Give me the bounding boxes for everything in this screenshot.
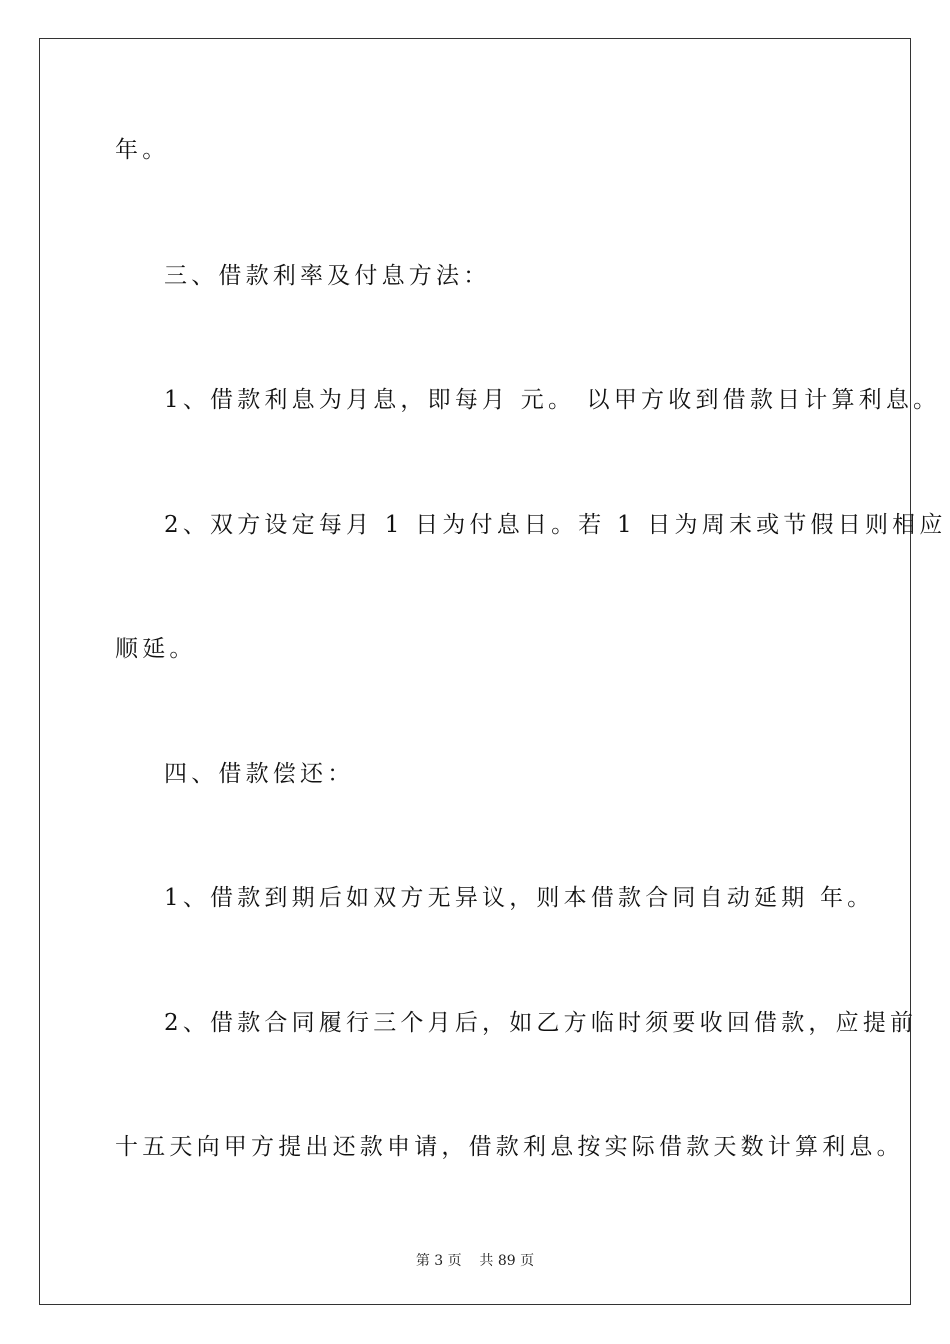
text-line-8: 2、借款合同履行三个月后，如乙方临时须要收回借款，应提前 <box>164 1010 918 1036</box>
page-border <box>39 38 911 1305</box>
text-line-3: 1、借款利息为月息，即每月 元。 以甲方收到借款日计算利息。 <box>164 387 941 413</box>
text-line-1: 年。 <box>115 137 170 163</box>
section-heading-4: 四、借款偿还： <box>164 761 355 787</box>
text-line-9: 十五天向甲方提出还款申请，借款利息按实际借款天数计算利息。 <box>115 1134 904 1160</box>
text-line-7: 1、借款到期后如双方无异议，则本借款合同自动延期 年。 <box>164 885 875 911</box>
text-line-5: 顺延。 <box>115 636 197 662</box>
page-number-footer: 第 3 页 共 89 页 <box>415 1253 535 1269</box>
text-line-4: 2、双方设定每月 1 日为付息日。若 1 日为周末或节假日则相应 <box>164 512 947 538</box>
section-heading-3: 三、借款利率及付息方法： <box>164 263 491 289</box>
